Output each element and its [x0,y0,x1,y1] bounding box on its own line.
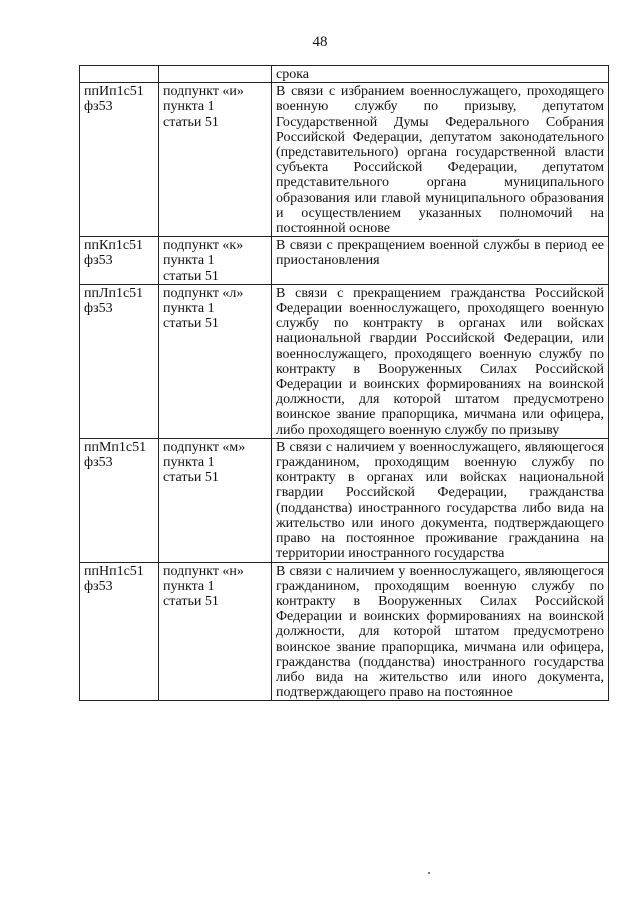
description-cell: В связи с избранием военнослужащего, проходящего военную службу по призыву, депутатом Государственной Думы Федерального Собрания Российской Федерации, депутатом законодательного (представительного) органа государственной власти субъекта Российской Федерации, депутатом представительного органа муниципального образования или главой муниципального образования и осуществлением указанных полномочий на постоянной основе [272,83,609,237]
reference-line: пункта 1 [163,99,215,115]
description-cell: В связи с наличием у военнослужащего, являющегося гражданином, проходящим военную службу по контракту в органах или войсках национальной гвардии Российской Федерации, гражданства (подданства) иностранного государства либо вида на жительство или иного документа, подтверждающего право на постоянное проживание гражданина на территории иностранного государства [272,438,609,562]
table-row [80,562,609,701]
code-line: фз53 [84,253,113,269]
code-line: ппНп1с51 [84,563,144,579]
code-cell [80,438,159,562]
reference-line: статьи 51 [163,114,219,130]
reference-cell [159,562,272,701]
page-number: 48 [312,34,328,50]
reference-line: статьи 51 [163,268,219,284]
table-row [80,237,609,285]
reference-line: пункта 1 [163,253,215,269]
table-row [80,83,609,237]
reference-line: подпункт «н» [163,563,244,579]
document-table [79,65,609,701]
reference-line: статьи 51 [163,593,219,609]
reference-line: подпункт «к» [163,238,244,254]
code-cell [80,284,159,438]
code-cell [80,66,159,83]
code-line: ппКп1с51 [84,238,144,254]
code-line: фз53 [84,301,113,317]
reference-line: статьи 51 [163,470,219,486]
description-cell: В связи с прекращением военной службы в период ее приостановления [272,237,609,285]
reference-line: пункта 1 [163,455,215,471]
reference-cell [159,284,272,438]
table-row [80,66,609,83]
code-line: фз53 [84,578,113,594]
reference-cell [159,237,272,285]
description-cell: срока [272,66,609,83]
reference-line: подпункт «л» [163,285,244,301]
reference-line: подпункт «и» [163,84,244,100]
reference-cell [159,438,272,562]
code-line: ппИп1с51 [84,84,144,100]
code-line: ппМп1с51 [84,439,147,455]
reference-line: пункта 1 [163,301,215,317]
description-cell: В связи с наличием у военнослужащего, являющегося гражданином, проходящим военную службу по контракту в Вооруженных Силах Российской Федерации и воинских формированиях на воинской должности, для которой штатом предусмотрено воинское звание прапорщика, мичмана или офицера, гражданства (подданства) иностранного государства либо вида на жительство или иного документа, подтверждающего право на постоянное [272,562,609,701]
code-line: ппЛп1с51 [84,285,144,301]
code-cell [80,83,159,237]
table-row [80,438,609,562]
table-row [80,284,609,438]
code-line: фз53 [84,99,113,115]
reference-line: пункта 1 [163,578,215,594]
code-line: фз53 [84,455,113,471]
scan-speck [428,872,430,874]
reference-line: подпункт «м» [163,439,246,455]
reference-cell [159,83,272,237]
reference-line: статьи 51 [163,316,219,332]
reference-cell [159,66,272,83]
code-cell [80,237,159,285]
code-cell [80,562,159,701]
description-cell: В связи с прекращением гражданства Российской Федерации военнослужащего, проходящего военную службу по контракту в органах или войсках национальной гвардии Российской Федерации, или военнослужащего, проходящего военную службу по контракту в Вооруженных Силах Российской Федерации и воинских формированиях на воинской должности, для которой штатом предусмотрено воинское звание прапорщика, мичмана или офицера, либо проходящего военную службу по призыву [272,284,609,438]
